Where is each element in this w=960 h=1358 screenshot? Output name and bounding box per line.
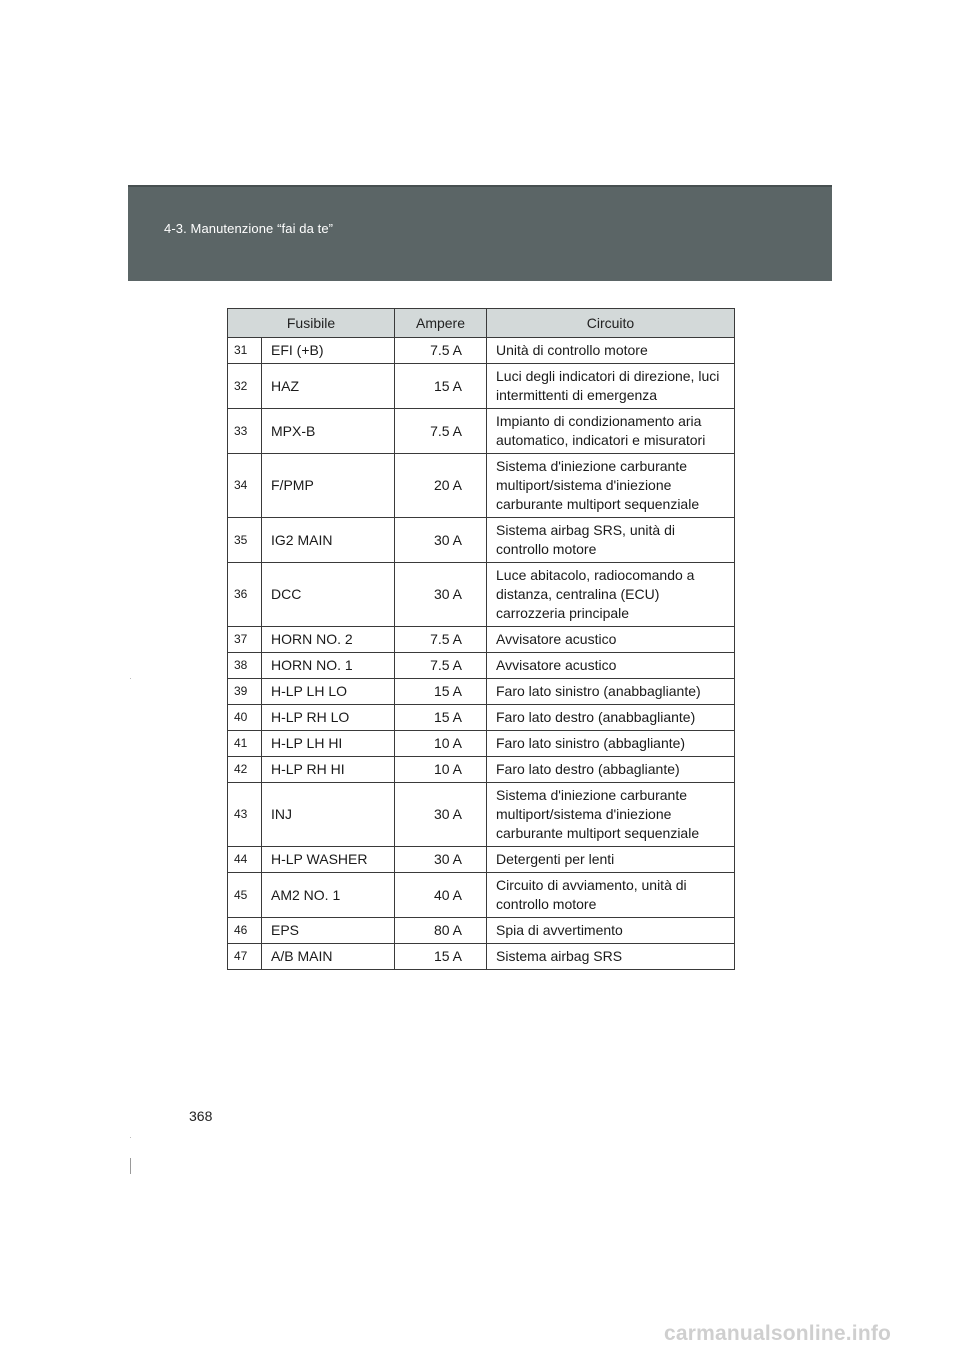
fuse-number: 45	[228, 873, 262, 918]
fuse-ampere: 7.5 A	[395, 338, 487, 364]
fuse-number: 44	[228, 847, 262, 873]
fuse-ampere: 15 A	[395, 705, 487, 731]
fuse-name: HORN NO. 1	[262, 653, 395, 679]
fuse-ampere: 15 A	[395, 679, 487, 705]
fuse-circuit: Impianto di condizionamento aria automatico, indicatori e misuratori	[487, 409, 735, 454]
table-row	[228, 679, 735, 705]
fuse-circuit: Luce abitacolo, radiocomando a distanza, centralina (ECU) carrozzeria principale	[487, 563, 735, 627]
fuse-number: 33	[228, 409, 262, 454]
section-header-band	[128, 185, 832, 281]
fuse-circuit: Sistema d'iniezione carburante multiport/sistema d'iniezione carburante multiport sequenziale	[487, 454, 735, 518]
fuse-number: 47	[228, 944, 262, 970]
table-row	[228, 518, 735, 563]
fuse-ampere: 15 A	[395, 364, 487, 409]
table-row	[228, 757, 735, 783]
fuse-circuit: Avvisatore acustico	[487, 627, 735, 653]
fuse-circuit: Faro lato destro (abbagliante)	[487, 757, 735, 783]
fuse-number: 38	[228, 653, 262, 679]
fuse-circuit: Avvisatore acustico	[487, 653, 735, 679]
fuse-number: 34	[228, 454, 262, 518]
fuse-ampere: 20 A	[395, 454, 487, 518]
fuse-number: 42	[228, 757, 262, 783]
fuse-ampere: 10 A	[395, 731, 487, 757]
table-row	[228, 338, 735, 364]
table-row	[228, 627, 735, 653]
fuse-name: F/PMP	[262, 454, 395, 518]
table-row	[228, 731, 735, 757]
fuse-ampere: 40 A	[395, 873, 487, 918]
fuse-number: 32	[228, 364, 262, 409]
fuse-table	[227, 308, 735, 970]
fuse-circuit: Unità di controllo motore	[487, 338, 735, 364]
table-header-row	[228, 309, 735, 338]
column-header-circuito: Circuito	[487, 309, 735, 338]
fuse-number: 39	[228, 679, 262, 705]
table-row	[228, 944, 735, 970]
page-number: 368	[189, 1108, 213, 1124]
fuse-circuit: Faro lato sinistro (anabbagliante)	[487, 679, 735, 705]
fuse-name: HORN NO. 2	[262, 627, 395, 653]
fuse-name: H-LP LH LO	[262, 679, 395, 705]
fuse-name: EFI (+B)	[262, 338, 395, 364]
fuse-number: 31	[228, 338, 262, 364]
fuse-name: INJ	[262, 783, 395, 847]
fuse-circuit: Spia di avvertimento	[487, 918, 735, 944]
margin-tick	[130, 1137, 131, 1138]
fuse-number: 40	[228, 705, 262, 731]
table-row	[228, 653, 735, 679]
fuse-circuit: Faro lato sinistro (abbagliante)	[487, 731, 735, 757]
table-row	[228, 873, 735, 918]
fuse-ampere: 80 A	[395, 918, 487, 944]
fuse-name: IG2 MAIN	[262, 518, 395, 563]
table-row	[228, 454, 735, 518]
fuse-circuit: Luci degli indicatori di direzione, luci intermittenti di emergenza	[487, 364, 735, 409]
fuse-ampere: 7.5 A	[395, 653, 487, 679]
fuse-ampere: 30 A	[395, 847, 487, 873]
fuse-number: 35	[228, 518, 262, 563]
fuse-name: H-LP WASHER	[262, 847, 395, 873]
fuse-ampere: 15 A	[395, 944, 487, 970]
fuse-ampere: 30 A	[395, 518, 487, 563]
column-header-ampere: Ampere	[395, 309, 487, 338]
fuse-ampere: 7.5 A	[395, 409, 487, 454]
fuse-number: 46	[228, 918, 262, 944]
header-top-edge	[128, 185, 832, 187]
fuse-circuit: Circuito di avviamento, unità di controllo motore	[487, 873, 735, 918]
fuse-ampere: 30 A	[395, 783, 487, 847]
fuse-name: H-LP RH HI	[262, 757, 395, 783]
fuse-name: DCC	[262, 563, 395, 627]
fuse-circuit: Sistema airbag SRS	[487, 944, 735, 970]
table-row	[228, 783, 735, 847]
column-header-fusibile: Fusibile	[228, 309, 395, 338]
fuse-number: 43	[228, 783, 262, 847]
fuse-ampere: 30 A	[395, 563, 487, 627]
fuse-number: 37	[228, 627, 262, 653]
table-row	[228, 563, 735, 627]
fuse-name: AM2 NO. 1	[262, 873, 395, 918]
watermark-text: carmanualsonline.info	[664, 1322, 892, 1345]
fuse-name: H-LP LH HI	[262, 731, 395, 757]
fuse-name: EPS	[262, 918, 395, 944]
fuse-circuit: Detergenti per lenti	[487, 847, 735, 873]
fuse-ampere: 10 A	[395, 757, 487, 783]
fuse-number: 41	[228, 731, 262, 757]
table-row	[228, 705, 735, 731]
table-row	[228, 364, 735, 409]
fuse-name: H-LP RH LO	[262, 705, 395, 731]
table-row	[228, 918, 735, 944]
fuse-ampere: 7.5 A	[395, 627, 487, 653]
fuse-number: 36	[228, 563, 262, 627]
margin-mark	[130, 1158, 131, 1174]
table-body	[228, 338, 735, 970]
fuse-circuit: Faro lato destro (anabbagliante)	[487, 705, 735, 731]
table-row	[228, 409, 735, 454]
fuse-circuit: Sistema d'iniezione carburante multiport/sistema d'iniezione carburante multiport sequenziale	[487, 783, 735, 847]
section-title: 4-3. Manutenzione “fai da te”	[164, 221, 334, 236]
fuse-circuit: Sistema airbag SRS, unità di controllo motore	[487, 518, 735, 563]
fuse-name: A/B MAIN	[262, 944, 395, 970]
table-row	[228, 847, 735, 873]
fuse-name: HAZ	[262, 364, 395, 409]
margin-tick	[130, 678, 131, 679]
fuse-name: MPX-B	[262, 409, 395, 454]
